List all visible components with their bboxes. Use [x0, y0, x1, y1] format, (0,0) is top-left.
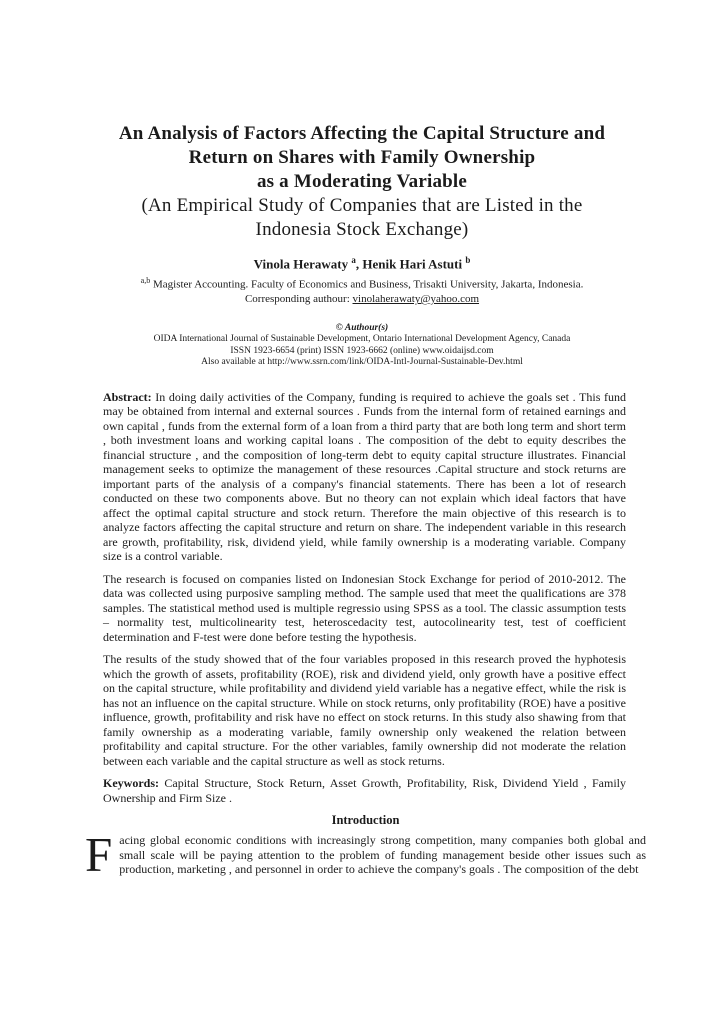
- title-line-3: as a Moderating Variable: [256, 171, 468, 192]
- publisher-block: [0, 323, 724, 369]
- affiliation-line: [0, 274, 724, 292]
- dropcap-letter: F: [85, 827, 113, 883]
- keywords-paragraph: [103, 776, 626, 805]
- journal-line: OIDA International Journal of Sustainable Development, Ontario International Development Agency, Canada: [153, 334, 571, 345]
- abstract-paragraph-1-text: In doing daily activities of the Company, funding is required to achieve the goals set . This fund may be obtained from internal and external sources . Funds from the internal form of retained earnings and own capital , funds from the external form of a loan from a third party that are both long term and short term , both investment loans and working capital loans . The composition of the debt to equity describes the financial structure , and the composition of long-term debt to equity capital structure illustrates. Financial management seeks to optimize the management of these resources .Capital structure and stock returns are important parts of the analysis of a company's financial statements. There has been a lot of research conducted on these two components above. But no theory can not explain which ideal factors that have affect the optimal capital structure and stock return. Therefore the main objective of this research is to analyze factors affecting the capital structure and return on share. The independent variable in this research are growth, profitability, risk, dividend yield, while family ownership is a moderating variable. Company size is a control variable.: [103, 389, 627, 564]
- subtitle-line-2: Indonesia Stock Exchange): [255, 219, 469, 240]
- corresponding-email: vinolaherawaty@yahoo.com: [352, 292, 480, 305]
- author-superscript-1: a: [351, 255, 356, 265]
- abstract-paragraph-3: The results of the study showed that of the four variables proposed in this research proved the hyphotesis which the growth of assets, profitability (ROE), risk and dividend yield, only growth have a positive effect on the capital structure, while profitability and dividend yield variable has a negative effect, while the risk is has not an influence on the capital structure. While on stock returns, only profitability (ROE) have a positive influence, growth, profitability and risk have no effect on stock returns. In this study also shawing from that family ownership as a moderating variable, family ownership only weakened the relation between profitability and capital structure. For the other variables, family ownership did not moderate the relation between each variable and the capital structure as well as stock returns.: [103, 652, 626, 768]
- affiliation-superscript: a,b: [140, 276, 151, 286]
- introduction-paragraph-text: acing global economic conditions with increasingly strong competition, many companies both global and small scale will be paying attention to the problem of funding management beside other issues such as production, marketing , and personnel in order to achieve the company's goals . The composition of the debt: [119, 833, 646, 877]
- introduction-section: [85, 827, 646, 883]
- title-line-1: An Analysis of Factors Affecting the Capital Structure and: [118, 123, 606, 144]
- abstract-paragraph-1: [103, 390, 626, 564]
- corresponding-label: Corresponding authour:: [244, 292, 353, 305]
- authors-line: [0, 255, 724, 272]
- title-line-2: Return on Shares with Family Ownership: [188, 147, 536, 168]
- abstract-paragraph-2: The research is focused on companies listed on Indonesian Stock Exchange for period of 2010-2012. The data was collected using purposive sampling method. The sample used that meet the qualifications are 378 samples. The statistical method used is multiple regressio using SPSS as a tool. The classic assumption tests – normality test, multicolinearity test, heteroscedacity test, autocolinearity test, test of coefficient determination and F-test were done before testing the hypothesis.: [103, 571, 626, 644]
- paper-title-block: [62, 122, 662, 242]
- introduction-paragraph: [85, 827, 646, 883]
- author-name-1: Vinola Herawaty: [253, 256, 352, 272]
- author-separator: ,: [355, 256, 363, 272]
- availability-line: Also available at http://www.ssrn.com/link/OIDA-Intl-Journal-Sustainable-Dev.html: [201, 357, 523, 368]
- subtitle-line-1: (An Empirical Study of Companies that are Listed in the: [141, 195, 583, 216]
- abstract-section: [103, 390, 626, 806]
- keywords-text: Capital Structure, Stock Return, Asset Growth, Profitability, Risk, Dividend Yield , Family Ownership and Firm Size .: [103, 776, 626, 805]
- copyright-line: © Authour(s): [335, 322, 389, 333]
- affiliation-text: Magister Accounting. Faculty of Economics and Business, Trisakti University, Jakarta, Indonesia.: [150, 278, 584, 291]
- abstract-label: Abstract:: [103, 389, 156, 404]
- author-name-2: Henik Hari Astuti: [362, 256, 466, 272]
- issn-line: ISSN 1923-6654 (print) ISSN 1923-6662 (online) www.oidaijsd.com: [230, 345, 494, 356]
- introduction-heading: Introduction: [331, 813, 400, 828]
- keywords-label: Keywords:: [103, 776, 165, 791]
- author-superscript-2: b: [465, 255, 471, 265]
- corresponding-author-line: [0, 292, 724, 306]
